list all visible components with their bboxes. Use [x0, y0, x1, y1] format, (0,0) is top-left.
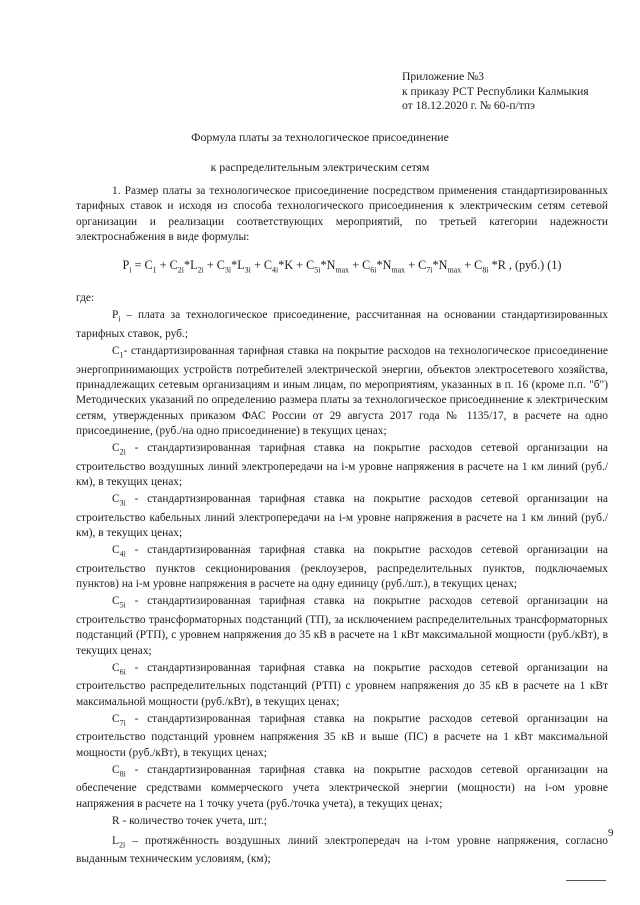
- definition-item: $C_{6i}$ - стандартизированная тарифная ставка на покрытие расходов сетевой организации на строительство распределительных подстанций (РТП) с уровнем напряжения до 35 кВ в расчете на 1 кВт максимальной мощности (руб./кВт), в текущих ценах;: [76, 661, 608, 708]
- definition-item: $C_1-$ стандартизированная тарифная ставка на покрытие расходов на технологическое присоединение энергопринимающих устройств потребителей электрической энергии, объектов электросетевого хозяйства, принадлежащих сетевым организациям и иным лицам, по мероприятиям, указанных в п. 16 (кроме п.п. "б") Методических указаний по определению размера платы за технологическое присоединение к электрическим сетям, утвержденных приказом ФАС России от 29 августа 2017 года № 1135/17, в расчете на одно присоединение, (руб./на одно присоединение) в текущих ценах;: [76, 344, 608, 438]
- definition-item: $C_{3i}$ - стандартизированная тарифная ставка на покрытие расходов сетевой организации на строительство кабельных линий электропередачи на i-м уровне напряжения в расчете на 1 км линий (руб./км), в текущих ценах;: [76, 493, 608, 540]
- definition-item: $C_{7i}$ - стандартизированная тарифная ставка на покрытие расходов сетевой организации на строительство подстанций уровнем напряжения 35 кВ и выше (ПС) в расчете на 1 кВт максимальной мощности (руб./кВт), в текущих ценах;: [76, 712, 608, 759]
- definition-item: $C_{4i}$ - стандартизированная тарифная ставка на покрытие расходов сетевой организации на строительство пунктов секционирования (реклоузеров, распределительных пунктов, подключаемых пунктов) на i-м уровне напряжения в расчете на одну единицу (руб./шт.), в текущих ценах;: [76, 544, 608, 591]
- annex-header: [402, 70, 589, 114]
- fee-formula: $P_i = C_1 + C_{2i}*L_{2i} + C_{3i}*L_{3i} + C_{4i}*K + C_{5i}*N_{max} + C_{6i}*N_{max} + C_{7i}*N_{max} + C_{8i}$ *R , (руб.) (1): [122, 257, 562, 275]
- annex-line-2: к приказу РСТ Республики Калмыкия: [402, 84, 589, 98]
- document-title-line-2: к распределительным электрическим сетям: [210, 160, 430, 174]
- definition-item: $P_i$ – плата за технологическое присоединение, рассчитанная на основании стандартизированных тарифных ставок, руб.;: [76, 309, 608, 341]
- page-number: 9: [608, 827, 614, 839]
- document-title-line-1: Формула платы за технологическое присоединение: [191, 130, 449, 144]
- document-body: [76, 184, 608, 868]
- footer-rule: [566, 880, 606, 881]
- annex-line-3: от 18.12.2020 г. № 60-п/тпэ: [402, 99, 536, 113]
- where-label: где:: [76, 292, 95, 305]
- definition-item: R - количество точек учета, шт.;: [112, 814, 267, 827]
- definition-item: $C_{8i}$ - стандартизированная тарифная ставка на покрытие расходов сетевой организации на обеспечение средствами коммерческого учета электрической энергии (мощности) на i-ом уровне напряжения в расчете на 1 точку учета (руб./точка учета), в текущих ценах;: [76, 763, 608, 810]
- intro-paragraph: 1. Размер платы за технологическое присоединение посредством применения стандартизированных тарифных ставок и исходя из способа технологического присоединения к электрическим сетям сетевой организации и реализации соответствующих мероприятий, по третьей категории надежности электроснабжения в виде формулы:: [76, 185, 608, 244]
- definition-item: $C_{2i}$ - стандартизированная тарифная ставка на покрытие расходов сетевой организации на строительство воздушных линий электропередачи на i-м уровне напряжения в расчете на 1 км линий (руб./км), в текущих ценах;: [76, 442, 608, 489]
- annex-line-1: Приложение №3: [402, 70, 484, 83]
- definition-item: $C_{5i}$ - стандартизированная тарифная ставка на покрытие расходов сетевой организации на строительство трансформаторных подстанций (ТП), за исключением распределительных трансформаторных подстанций (РТП), с уровнем напряжения до 35 кВ в расчете на 1 кВт максимальной мощности (руб./кВт), в текущих ценах;: [76, 595, 608, 657]
- definition-item: $L_{2i}$ – протяжённость воздушных линий электропередач на i-том уровне напряжения, согласно выданным техническим условиям, (км);: [76, 834, 608, 866]
